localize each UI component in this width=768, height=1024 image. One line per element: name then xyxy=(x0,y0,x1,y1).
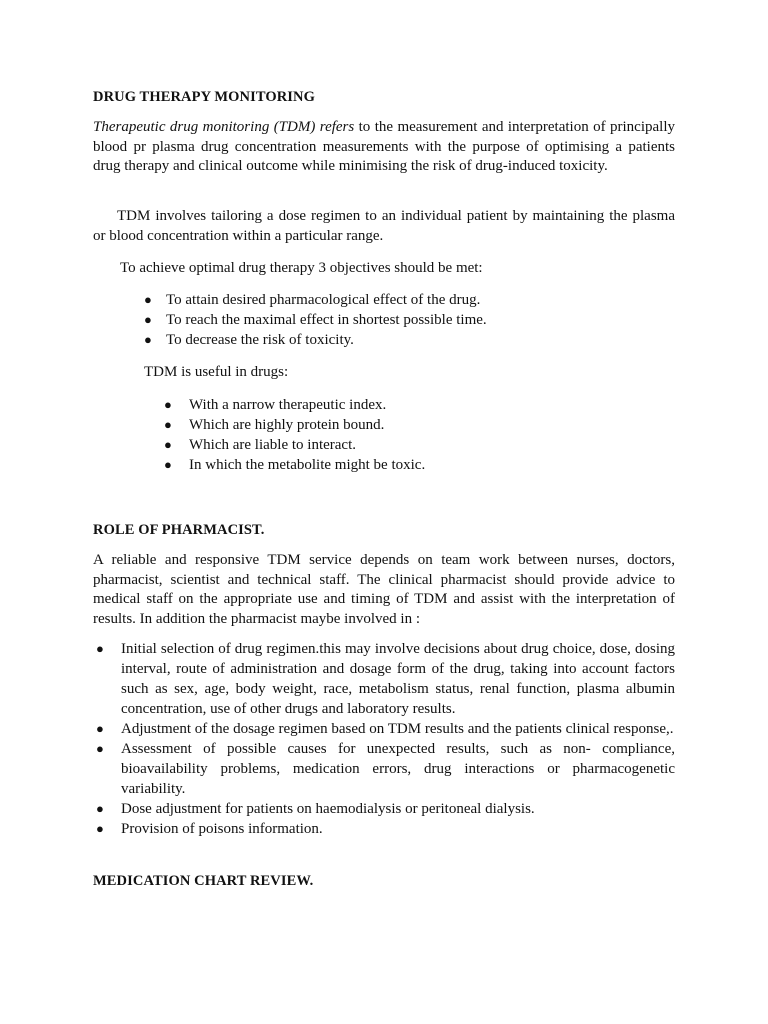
useful-list xyxy=(164,395,664,475)
list-item: ● With a narrow therapeutic index. xyxy=(164,397,387,413)
intro-rest: to the measurement and interpretation of principally blood pr plasma drug concentration measurements with the purpose of optimising a patients drug therapy and clinical outcome while minimising the risk of drug-induced toxicity. xyxy=(93,119,675,174)
bullet-icon: ● xyxy=(164,397,172,412)
list-item: ● Dose adjustment for patients on haemodialysis or peritoneal dialysis. xyxy=(96,801,535,817)
objectives-list xyxy=(144,290,664,350)
list-item: ● Initial selection of drug regimen.this may involve decisions about drug choice, dose, dosing interval, route of administration and dosage form of the drug, taking into account factors such as sex, age, body weight, race, metabolism status, renal function, plasma albumin concentration, use of other drugs and laboratory results. xyxy=(96,641,675,717)
role-paragraph: A reliable and responsive TDM service depends on team work between nurses, doctors, pharmacist, scientist and technical staff. The clinical pharmacist should provide advice to medical staff on the appropriate use and timing of TDM and assist with the interpretation of results. In addition the pharmacist maybe involved in : xyxy=(93,552,675,627)
intro-lead-italic: Therapeutic drug monitoring (TDM) refers xyxy=(93,119,355,135)
list-item: ● Adjustment of the dosage regimen based on TDM results and the patients clinical response,. xyxy=(96,721,674,737)
bullet-icon: ● xyxy=(144,312,152,327)
bullet-icon: ● xyxy=(96,721,104,736)
bullet-icon: ● xyxy=(96,641,104,656)
list-item: ● To decrease the risk of toxicity. xyxy=(144,332,354,348)
bullet-icon: ● xyxy=(96,821,104,836)
list-item: ● Assessment of possible causes for unexpected results, such as non- compliance, bioavailability problems, medication errors, drug interactions or pharmacogenetic variability. xyxy=(96,741,675,797)
tailoring-paragraph: TDM involves tailoring a dose regimen to an individual patient by maintaining the plasma or blood concentration within a particular range. xyxy=(93,208,675,244)
role-list xyxy=(96,639,675,839)
role-heading: ROLE OF PHARMACIST. xyxy=(93,522,265,538)
list-item: ● To reach the maximal effect in shortest possible time. xyxy=(144,312,487,328)
list-item: ● Which are highly protein bound. xyxy=(164,417,385,433)
bullet-icon: ● xyxy=(164,417,172,432)
bullet-icon: ● xyxy=(164,457,172,472)
list-item: ● Provision of poisons information. xyxy=(96,821,323,837)
bullet-icon: ● xyxy=(164,437,172,452)
page-title: DRUG THERAPY MONITORING xyxy=(93,89,315,105)
bullet-icon: ● xyxy=(144,332,152,347)
list-item: ● In which the metabolite might be toxic. xyxy=(164,457,426,473)
bullet-icon: ● xyxy=(96,741,104,756)
list-item: ● To attain desired pharmacological effect of the drug. xyxy=(144,292,481,308)
intro-paragraph xyxy=(93,118,675,177)
bullet-icon: ● xyxy=(144,292,152,307)
chart-review-heading: MEDICATION CHART REVIEW. xyxy=(93,873,314,889)
bullet-icon: ● xyxy=(96,801,104,816)
list-item: ● Which are liable to interact. xyxy=(164,437,356,453)
useful-intro: TDM is useful in drugs: xyxy=(144,364,289,380)
objectives-intro: To achieve optimal drug therapy 3 objectives should be met: xyxy=(120,260,483,276)
